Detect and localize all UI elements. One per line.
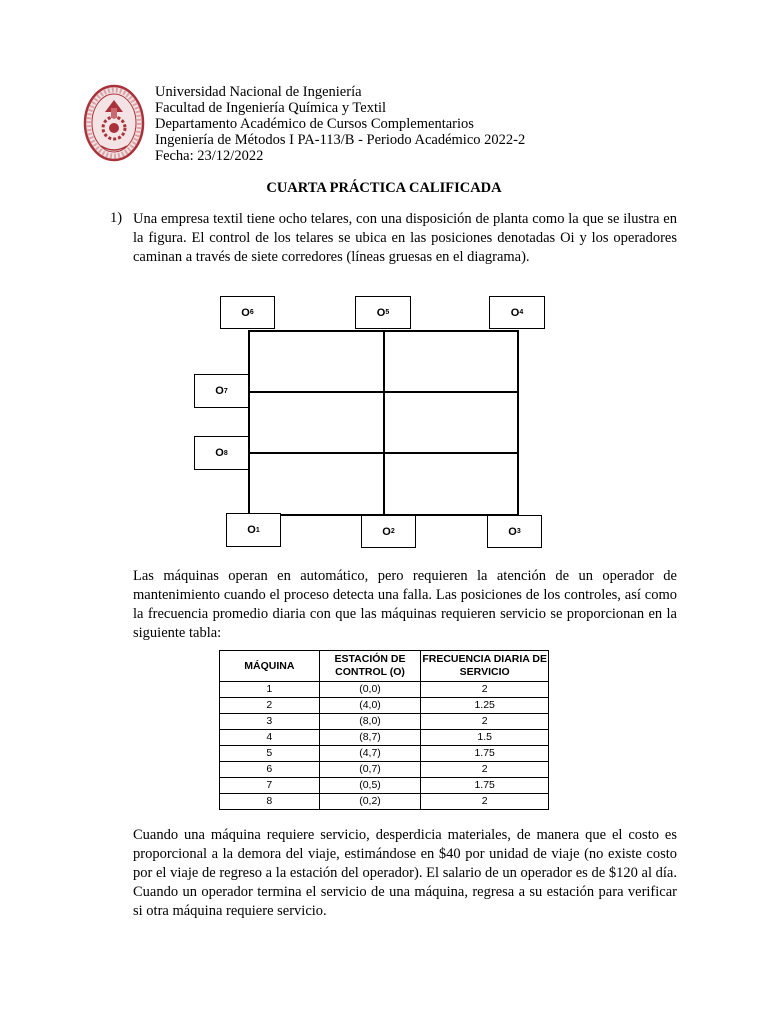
department-name: Departamento Académico de Cursos Complementarios — [155, 116, 474, 132]
station-cell: (4,0) — [319, 698, 421, 714]
university-name: Universidad Nacional de Ingeniería — [155, 84, 362, 100]
table-row — [220, 778, 549, 794]
station-o8: O 8 — [194, 436, 249, 470]
frequency-cell: 1.25 — [421, 698, 549, 714]
frequency-cell: 1.75 — [421, 746, 549, 762]
machine-cell: 3 — [220, 714, 320, 730]
machine-cell: 4 — [220, 730, 320, 746]
table-row — [220, 762, 549, 778]
station-cell: (8,0) — [319, 714, 421, 730]
station-o6: O 6 — [220, 296, 275, 329]
service-frequency-table — [219, 650, 549, 810]
table-row — [220, 682, 549, 698]
machines-paragraph: Las máquinas operan en automático, pero requieren la atención de un operador de mantenimiento cuando el proceso detecta una falla. Las posiciones de los controles, así como la frecuencia promedio diaria con que las máquinas requieren servicio se proporcionan en la siguiente tabla: — [133, 568, 677, 641]
frequency-cell: 2 — [421, 762, 549, 778]
station-cell: (4,7) — [319, 746, 421, 762]
header-machine: MÁQUINA — [220, 651, 320, 682]
frequency-cell: 2 — [421, 682, 549, 698]
faculty-name: Facultad de Ingeniería Química y Textil — [155, 100, 387, 116]
table-row — [220, 730, 549, 746]
frequency-cell: 1.5 — [421, 730, 549, 746]
station-o7: O 7 — [194, 374, 249, 408]
station-cell: (0,2) — [319, 794, 421, 810]
station-cell: (8,7) — [319, 730, 421, 746]
document-title: CUARTA PRÁCTICA CALIFICADA — [266, 180, 502, 196]
station-o3: O 3 — [487, 515, 542, 548]
station-o4: O 4 — [489, 296, 545, 329]
cost-paragraph: Cuando una máquina requiere servicio, desperdicia materiales, de manera que el costo es proporcional a la demora del viaje, estimándose en $40 por unidad de viaje (no existe costo por el viaje de regreso a la estación del operador). El salario de un operador es de $120 al día. Cuando un operador termina el servicio de una máquina, regresa a su estación para verificar si otra máquina requiere servicio. — [133, 827, 677, 919]
machine-cell: 7 — [220, 778, 320, 794]
machine-cell: 8 — [220, 794, 320, 810]
table-row — [220, 794, 549, 810]
table-header-row — [220, 651, 549, 682]
machine-cell: 1 — [220, 682, 320, 698]
machine-cell: 2 — [220, 698, 320, 714]
table-row — [220, 746, 549, 762]
question-intro: Una empresa textil tiene ocho telares, con una disposición de planta como la que se ilustra en la figura. El control de los telares se ubica en las posiciones denotadas Oi y los operadores caminan a través de siete corredores (líneas gruesas en el diagrama). — [133, 211, 677, 265]
question-number: 1) — [110, 210, 123, 226]
frequency-cell: 2 — [421, 714, 549, 730]
station-o5: O 5 — [355, 296, 411, 329]
machine-cell: 6 — [220, 762, 320, 778]
table-row — [220, 714, 549, 730]
header-service-frequency: FRECUENCIA DIARIA DE SERVICIO — [421, 651, 549, 682]
station-cell: (0,5) — [319, 778, 421, 794]
station-o2: O 2 — [361, 515, 416, 548]
station-o1: O 1 — [226, 513, 281, 547]
corridor-lines — [249, 331, 518, 515]
station-cell: (0,0) — [319, 682, 421, 698]
table-row — [220, 698, 549, 714]
station-cell: (0,7) — [319, 762, 421, 778]
course-period: Ingeniería de Métodos I PA-113/B - Periodo Académico 2022-2 — [155, 132, 526, 148]
exam-date: Fecha: 23/12/2022 — [155, 148, 264, 164]
frequency-cell: 1.75 — [421, 778, 549, 794]
frequency-cell: 2 — [421, 794, 549, 810]
header-control-station: ESTACIÓN DE CONTROL (O) — [319, 651, 421, 682]
machine-cell: 5 — [220, 746, 320, 762]
